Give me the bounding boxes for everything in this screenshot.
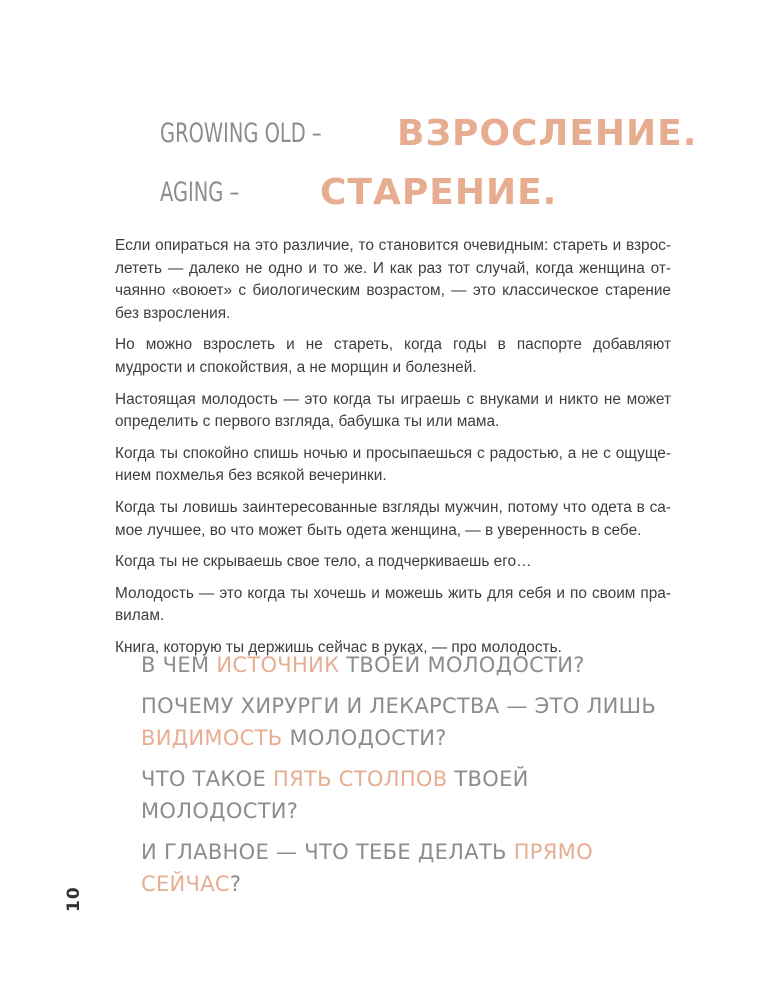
question	[141, 690, 681, 754]
question-highlight: ИСТОЧНИК	[216, 653, 340, 677]
question-text: ПОЧЕМУ ХИРУРГИ И ЛЕКАРСТВА — ЭТО ЛИШЬ	[141, 694, 657, 718]
questions-block	[141, 649, 681, 909]
paragraph: Книга, которую ты держишь сейчас в руках, — про молодость.	[115, 638, 562, 656]
question-text: ЧТО ТАКОЕ	[141, 767, 274, 791]
page-number: 10	[64, 886, 84, 912]
headline-growing-old	[160, 113, 697, 154]
body-text	[115, 235, 671, 669]
question-highlight: ВИДИМОСТЬ	[141, 726, 283, 750]
headline-term-english: AGING –	[160, 177, 240, 208]
paragraph: Молодость — это когда ты хочешь и можешь жить для себя и по своим пра-вилам.	[115, 584, 671, 625]
question-highlight: ПЯТЬ СТОЛПОВ	[273, 767, 448, 791]
paragraph: Настоящая молодость — это когда ты играешь с внуками и никто не может определить с первого взгляда, бабушка ты или мама.	[115, 390, 671, 431]
question-text: ТВОЕЙ МОЛОДОСТИ?	[141, 767, 529, 823]
question-text: ?	[229, 872, 242, 896]
question	[141, 649, 681, 681]
headline-term-english: GROWING OLD –	[160, 118, 322, 149]
question	[141, 836, 681, 900]
paragraph: Когда ты ловишь заинтересованные взгляды мужчин, потому что одета в са-мое лучшее, во что может быть одета женщина, — в уверенность в себе.	[115, 498, 671, 539]
question-text: ТВОЕЙ МОЛОДОСТИ?	[339, 653, 585, 677]
headline-term-russian: ВЗРОСЛЕНИЕ.	[397, 113, 698, 154]
paragraph: Но можно взрослеть и не стареть, когда годы в паспорте добавляют мудрости и спокойствия, а не морщин и болезней.	[115, 336, 671, 376]
headline-term-russian: СТАРЕНИЕ.	[320, 172, 558, 213]
question-text: В ЧЕМ	[141, 653, 217, 677]
paragraph: Когда ты спокойно спишь ночью и просыпаешься с радостью, а не с ощуще-нием похмелья без всякой вечеринки.	[115, 444, 671, 485]
question	[141, 763, 681, 827]
paragraph: Если опираться на это различие, то становится очевидным: стареть и взрос-лететь — далеко не одно и то же. И как раз тот случай, когда женщина от-чаянно «воюет» с биологическим возрастом, — это классическое старение без взросления.	[115, 237, 671, 322]
question-text: МОЛОДОСТИ?	[282, 726, 447, 750]
question-text: И ГЛАВНОЕ — ЧТО ТЕБЕ ДЕЛАТЬ	[141, 840, 514, 864]
paragraph: Когда ты не скрываешь свое тело, а подчеркиваешь его…	[115, 553, 532, 571]
headline-aging	[160, 172, 557, 213]
question-highlight: ПРЯМО СЕЙЧАС	[141, 840, 593, 896]
